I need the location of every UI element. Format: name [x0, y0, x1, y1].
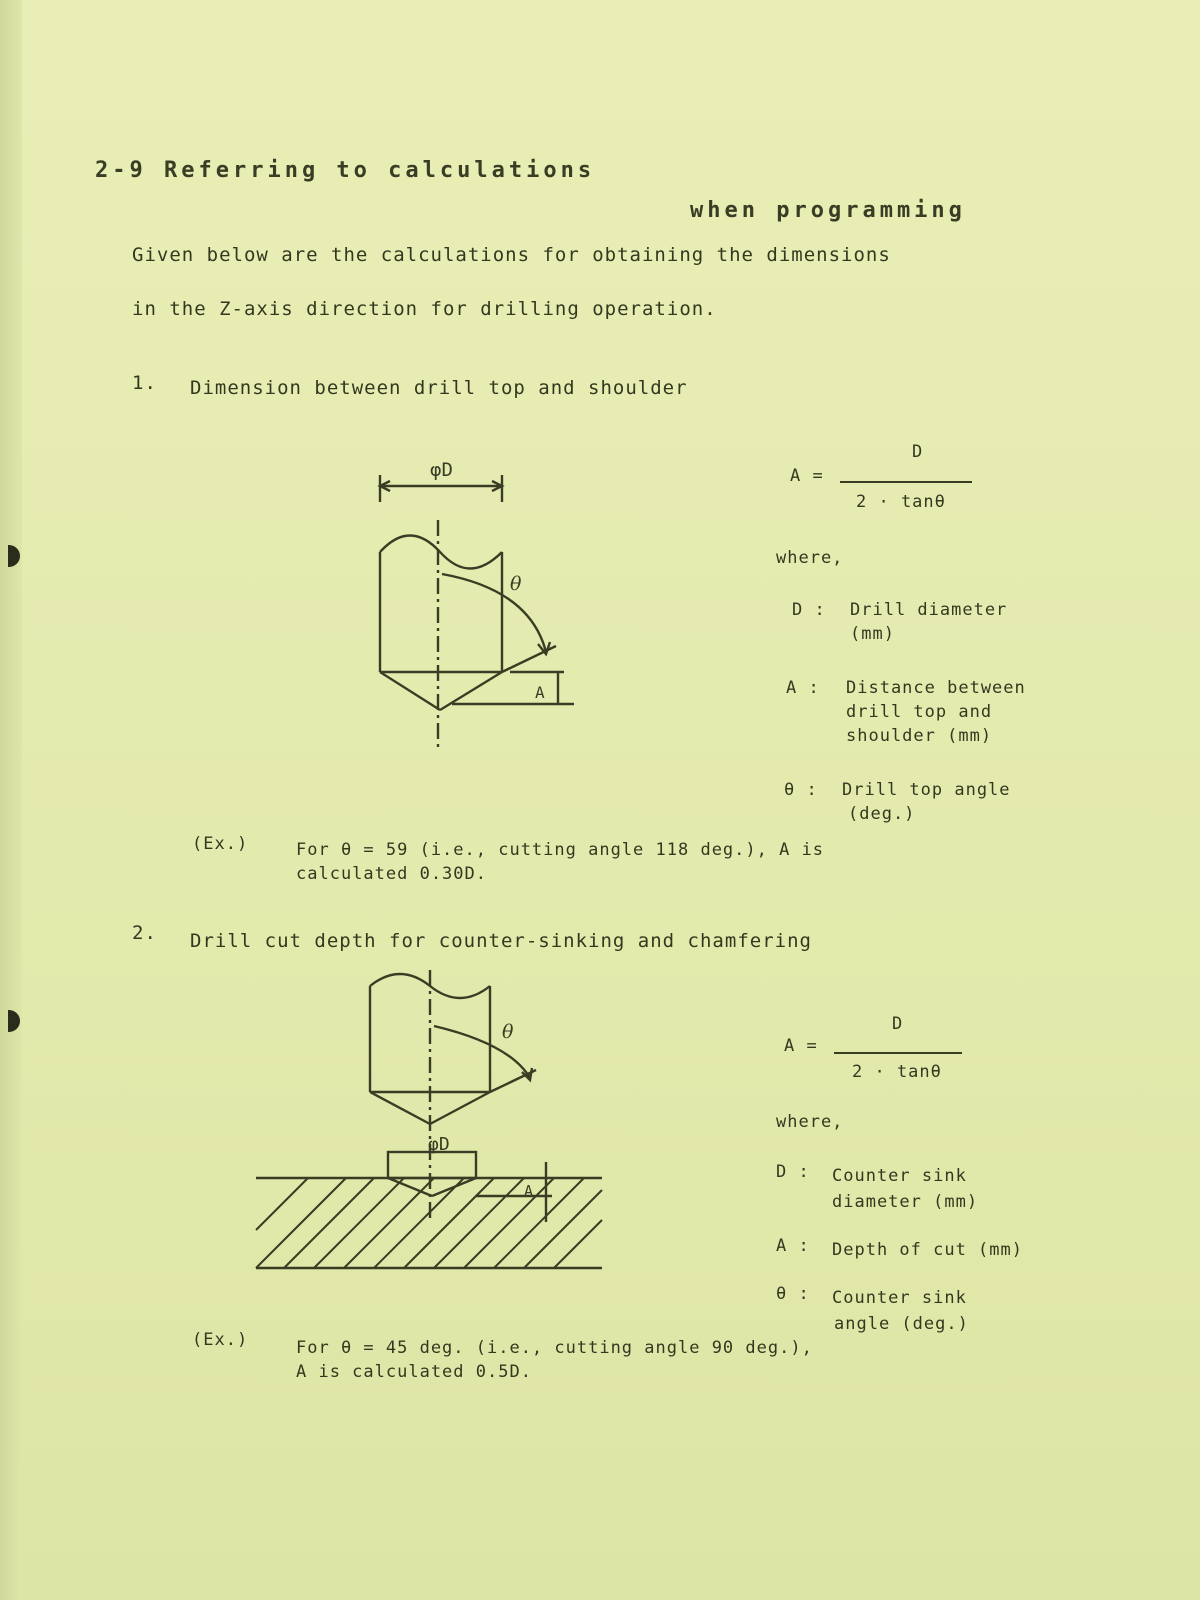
where-label-1: where, — [776, 548, 844, 568]
def-theta-line1: Drill top angle — [842, 780, 1011, 800]
def2-d-symbol: D : — [776, 1162, 810, 1182]
formula1-lhs: A = — [790, 466, 824, 486]
formula2-denominator: 2 · tanθ — [852, 1062, 942, 1082]
phi-d-label: φD — [430, 459, 453, 481]
formula2-lhs: A = — [784, 1036, 818, 1056]
drill-break-line — [380, 536, 502, 569]
intro-line1: Given below are the calculations for obtaining the dimensions — [132, 244, 891, 266]
formula1-numerator: D — [912, 442, 924, 462]
where-label-2: where, — [776, 1112, 844, 1132]
example2-line1: For θ = 45 deg. (i.e., cutting angle 90 deg.), — [296, 1338, 813, 1358]
drill-top-figure — [360, 440, 600, 760]
countersink-dimension-box — [388, 1152, 476, 1178]
formula2-numerator: D — [892, 1014, 904, 1034]
formula2-fraction-bar — [834, 1052, 962, 1054]
def-a-line2: drill top and — [846, 702, 993, 722]
theta-label: θ — [510, 573, 522, 595]
phi-d-label: φD — [428, 1134, 450, 1155]
item2-heading: Drill cut depth for counter-sinking and chamfering — [190, 930, 812, 952]
formula1-denominator: 2 · tanθ — [856, 492, 946, 512]
a-label: A — [524, 1182, 534, 1200]
example1-line2: calculated 0.30D. — [296, 864, 487, 884]
example2-label: (Ex.) — [192, 1330, 249, 1350]
item2-number: 2. — [132, 922, 157, 944]
def-a-line1: Distance between — [846, 678, 1026, 698]
angle-reference-line — [490, 1070, 536, 1092]
angle-arc — [434, 1026, 530, 1078]
theta-label: θ — [502, 1021, 514, 1043]
def2-a-symbol: A : — [776, 1236, 810, 1256]
example2-line2: A is calculated 0.5D. — [296, 1362, 532, 1382]
countersink-figure — [240, 970, 620, 1280]
drill-tip-right — [430, 1092, 490, 1124]
def2-theta-line2: angle (deg.) — [834, 1314, 969, 1334]
binding-edge — [0, 0, 22, 1600]
def2-theta-symbol: θ : — [776, 1284, 810, 1304]
def2-d-line2: diameter (mm) — [832, 1192, 979, 1212]
def-theta-line2: (deg.) — [848, 804, 916, 824]
section-title-line1: 2-9 Referring to calculations — [95, 158, 596, 183]
section-title-line2: when programming — [690, 198, 966, 223]
example1-label: (Ex.) — [192, 834, 249, 854]
def-a-symbol: A : — [786, 678, 820, 698]
item1-number: 1. — [132, 372, 157, 394]
def-d-line1: Drill diameter — [850, 600, 1008, 620]
drill-tip-left — [370, 1092, 430, 1124]
def2-a-line1: Depth of cut (mm) — [832, 1240, 1023, 1260]
def2-d-line1: Counter sink — [832, 1166, 967, 1186]
def-a-line3: shoulder (mm) — [846, 726, 993, 746]
def-theta-symbol: θ : — [784, 780, 818, 800]
drill-tip-left — [380, 672, 440, 710]
def-d-line2: (mm) — [850, 624, 895, 644]
angle-reference-line — [502, 646, 556, 672]
a-label: A — [535, 683, 545, 702]
example1-line1: For θ = 59 (i.e., cutting angle 118 deg.), A is — [296, 840, 825, 860]
angle-arc — [442, 574, 546, 652]
def2-theta-line1: Counter sink — [832, 1288, 967, 1308]
def-d-symbol: D : — [792, 600, 826, 620]
item1-heading: Dimension between drill top and shoulder — [190, 377, 688, 399]
workpiece-hatching — [256, 1178, 602, 1268]
formula1-fraction-bar — [840, 481, 972, 483]
intro-line2: in the Z-axis direction for drilling operation. — [132, 298, 717, 320]
